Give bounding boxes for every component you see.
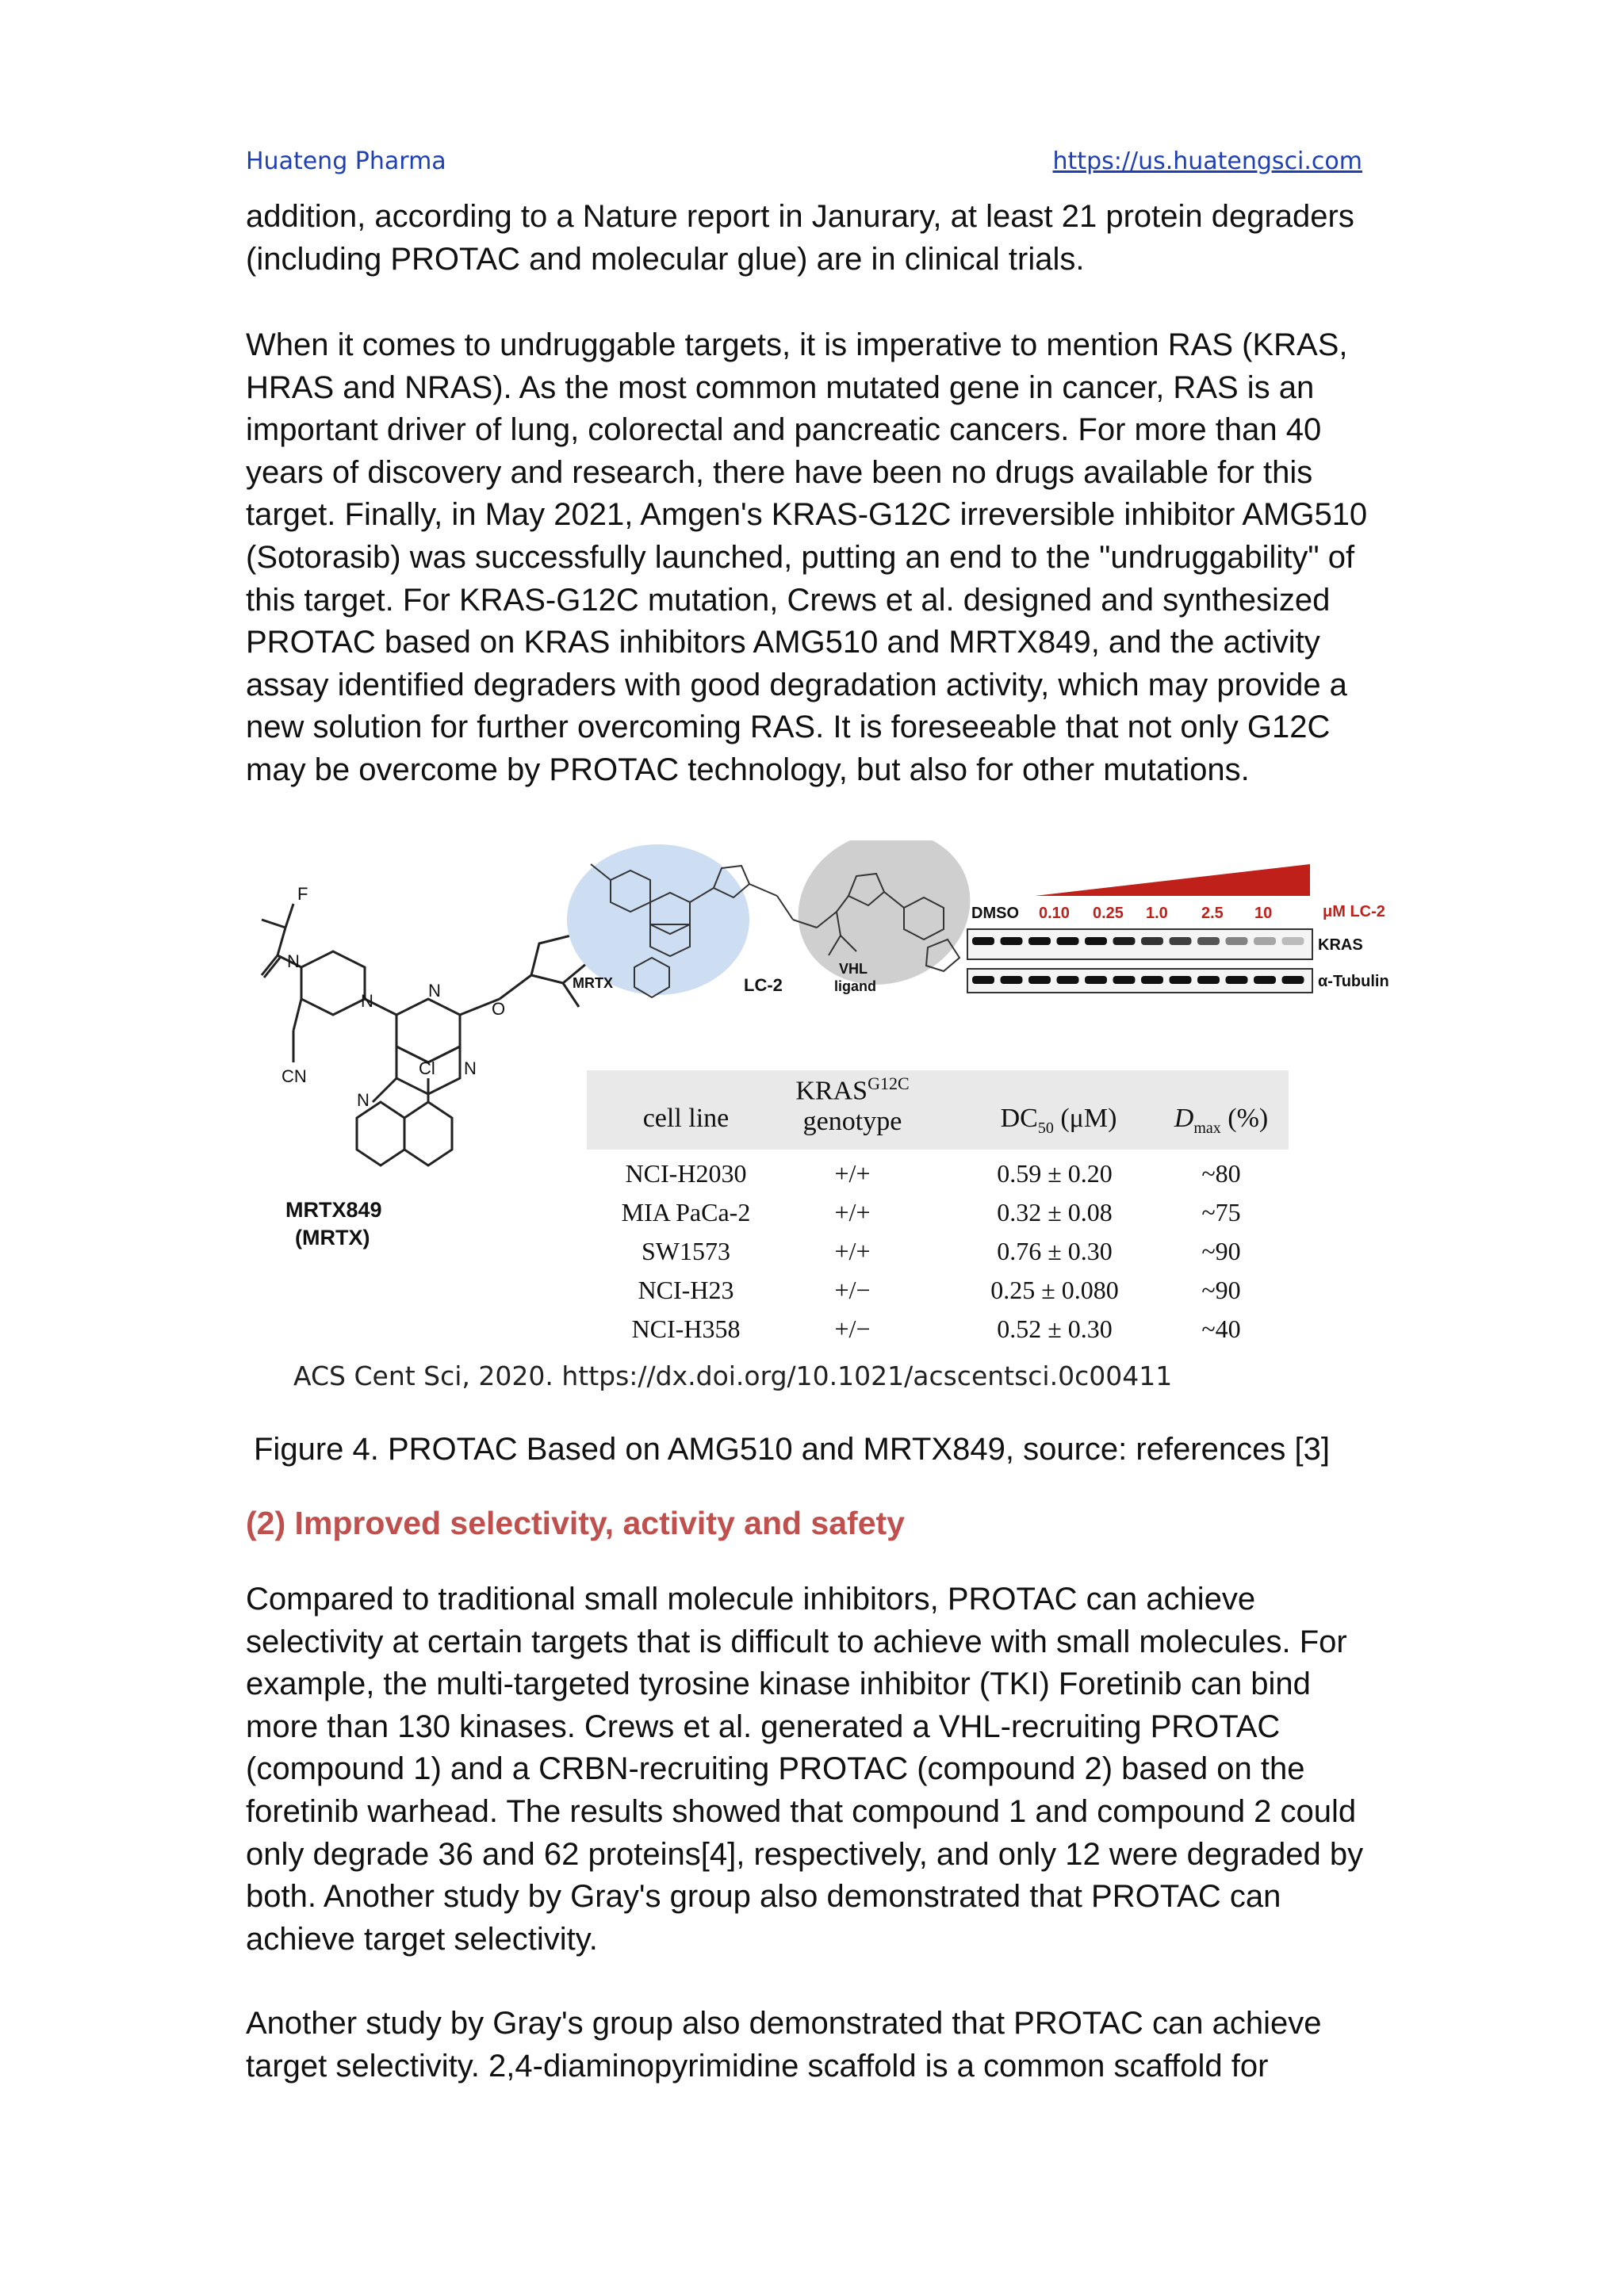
dmax-text: D xyxy=(1174,1104,1194,1133)
kras-text: KRAS xyxy=(795,1076,868,1106)
dc50-text: DC xyxy=(1000,1104,1038,1133)
mrtx-label: MRTX xyxy=(573,975,613,991)
tubulin-band xyxy=(1254,976,1276,984)
atom-n: N xyxy=(428,981,441,1001)
lc2-label: LC-2 xyxy=(744,975,783,995)
section-heading: (2) Improved selectivity, activity and safety xyxy=(246,1505,905,1541)
kras-band xyxy=(1254,937,1276,945)
table-cell-cell-line: MIA PaCa-2 xyxy=(621,1198,751,1226)
kras-band xyxy=(1057,937,1079,945)
blot-concentration-label: 0.25 xyxy=(1093,905,1124,922)
paragraph-2 xyxy=(246,324,1388,792)
kras-band xyxy=(1001,937,1023,945)
tubulin-band xyxy=(972,976,994,984)
kras-band xyxy=(1282,937,1304,945)
tubulin-band xyxy=(1282,976,1304,984)
mrtx849-structure xyxy=(262,904,587,1165)
blot-concentration-label: 0.10 xyxy=(1039,905,1070,922)
blot-dmso: DMSO xyxy=(971,905,1019,922)
molecule-label: MRTX849 xyxy=(285,1198,382,1222)
dc50-unit: (μM) xyxy=(1053,1104,1117,1133)
dmax-unit: (%) xyxy=(1220,1104,1269,1133)
tubulin-band xyxy=(1226,976,1248,984)
col-genotype: genotype xyxy=(802,1107,902,1136)
tubulin-band xyxy=(1197,976,1220,984)
atom-n: N xyxy=(357,1090,370,1110)
atom-n: N xyxy=(361,991,373,1011)
kras-band xyxy=(1197,937,1220,945)
table-cell-dmax: ~75 xyxy=(1201,1198,1241,1226)
table-cell-dmax: ~80 xyxy=(1201,1159,1241,1188)
table-cell-dc50: 0.25 ± 0.080 xyxy=(990,1276,1119,1304)
table-cell-genotype: +/+ xyxy=(834,1237,871,1265)
degradation-table xyxy=(587,1070,1289,1343)
tubulin-band xyxy=(1085,976,1107,984)
paragraph-3 xyxy=(246,1578,1388,1961)
paragraph-text: Another study by Gray's group also demonstrated that PROTAC can achieve target selectivity. 2,4-diaminopyrimidine scaffold is a common scaffold for xyxy=(246,2006,1322,2084)
atom-f: F xyxy=(297,884,308,904)
table-cell-dmax: ~40 xyxy=(1201,1314,1241,1343)
atom-cn: CN xyxy=(282,1066,307,1086)
blot-concentration-label: 1.0 xyxy=(1146,905,1168,922)
kras-band xyxy=(1170,937,1192,945)
ligand-label: ligand xyxy=(834,978,876,994)
table-cell-dmax: ~90 xyxy=(1201,1237,1241,1265)
table-cell-genotype: +/+ xyxy=(834,1198,871,1226)
tubulin-band xyxy=(1170,976,1192,984)
kras-band xyxy=(1085,937,1107,945)
paragraph-1 xyxy=(246,196,1388,281)
table-cell-dmax: ~90 xyxy=(1201,1276,1241,1304)
atom-n: N xyxy=(287,951,300,971)
figure-reference: ACS Cent Sci, 2020. https://dx.doi.org/10.1021/acscentsci.0c00411 xyxy=(293,1360,1173,1391)
dmax-sub: max xyxy=(1193,1119,1221,1137)
tubulin-band xyxy=(1141,976,1163,984)
table-cell-genotype: +/− xyxy=(834,1276,871,1304)
table-cell-genotype: +/− xyxy=(834,1314,871,1343)
blot-concentration-label: 2.5 xyxy=(1201,905,1224,922)
table-cell-cell-line: NCI-H23 xyxy=(638,1276,734,1304)
paragraph-text: Compared to traditional small molecule inhibitors, PROTAC can achieve selectivity at certain targets that is difficult to achieve with small molecules. For example, the multi-targeted tyrosine kinase inhibitor (TKI) Foretinib can bind more than 130 kinases. Crews et al. generated a VHL-recruiting PROTAC (compound 1) and a CRBN-recruiting PROTAC (compound 2) based on the foretinib warhead. The results showed that compound 1 and compound 2 could only degrade 36 and 62 proteins[4], respectively, and only 12 were degraded by both. Another study by Gray's group also demonstrated that PROTAC can achieve target selectivity. xyxy=(246,1582,1364,1957)
atom-cl: Cl xyxy=(419,1058,435,1078)
concentration-wedge xyxy=(1035,864,1310,896)
table-cell-dc50: 0.59 ± 0.20 xyxy=(997,1159,1113,1188)
blot-band-tubulin: α-Tubulin xyxy=(1318,973,1389,990)
kras-band xyxy=(1113,937,1136,945)
col-dc50 xyxy=(967,1104,1150,1138)
dc50-sub: 50 xyxy=(1037,1119,1054,1137)
table-cell-cell-line: NCI-H358 xyxy=(631,1314,741,1343)
kras-superscript: G12C xyxy=(868,1073,910,1093)
table-cell-genotype: +/+ xyxy=(834,1159,871,1188)
kras-band xyxy=(972,937,994,945)
table-cell-cell-line: SW1573 xyxy=(642,1237,730,1265)
table-cell-cell-line: NCI-H2030 xyxy=(625,1159,747,1188)
molecule-label: (MRTX) xyxy=(295,1226,370,1249)
table-cell-dc50: 0.52 ± 0.30 xyxy=(997,1314,1113,1343)
tubulin-band xyxy=(1028,976,1051,984)
blot-band-kras: KRAS xyxy=(1318,936,1363,954)
blot-unit-label: μM LC-2 xyxy=(1323,903,1385,920)
col-dmax xyxy=(1158,1104,1285,1138)
header-brand: Huateng Pharma xyxy=(246,147,446,175)
tubulin-band xyxy=(1057,976,1079,984)
kras-band xyxy=(1226,937,1248,945)
col-kras xyxy=(781,1073,924,1106)
tubulin-band xyxy=(1001,976,1023,984)
col-cell-line: cell line xyxy=(642,1104,730,1133)
paragraph-4 xyxy=(246,2003,1388,2087)
table-cell-dc50: 0.76 ± 0.30 xyxy=(997,1237,1113,1265)
atom-n: N xyxy=(464,1058,477,1078)
figure-caption: Figure 4. PROTAC Based on AMG510 and MRTX849, source: references [3] xyxy=(254,1432,1330,1467)
tubulin-band xyxy=(1113,976,1136,984)
paragraph-text: When it comes to undruggable targets, it is imperative to mention RAS (KRAS, HRAS and NRAS). As the most common mutated gene in cancer, RAS is an important driver of lung, colorectal and pancreatic cancers. For more than 40 years of discovery and research, there have been no drugs available for this target. Finally, in May 2021, Amgen's KRAS-G12C irreversible inhibitor AMG510 (Sotorasib) was successfully launched, putting an end to the "undruggability" of this target. For KRAS-G12C mutation, Crews et al. designed and synthesized PROTAC based on KRAS inhibitors AMG510 and MRTX849, and the activity assay identified degraders with good degradation activity, which may provide a new solution for further overcoming RAS. It is foreseeable that not only G12C may be overcome by PROTAC technology, but also for other mutations. xyxy=(246,327,1368,787)
paragraph-text: addition, according to a Nature report in Janurary, at least 21 protein degraders (including PROTAC and molecular glue) are in clinical trials. xyxy=(246,199,1354,277)
figure-4 xyxy=(238,840,1411,1348)
kras-band xyxy=(1141,937,1163,945)
header-link[interactable]: https://us.huatengsci.com xyxy=(1052,147,1362,175)
atom-o: O xyxy=(492,999,506,1019)
blot-concentration-label: 10 xyxy=(1254,905,1273,922)
table-cell-dc50: 0.32 ± 0.08 xyxy=(997,1198,1113,1226)
vhl-label: VHL xyxy=(839,961,868,977)
kras-band xyxy=(1028,937,1051,945)
page-header xyxy=(246,147,1362,175)
